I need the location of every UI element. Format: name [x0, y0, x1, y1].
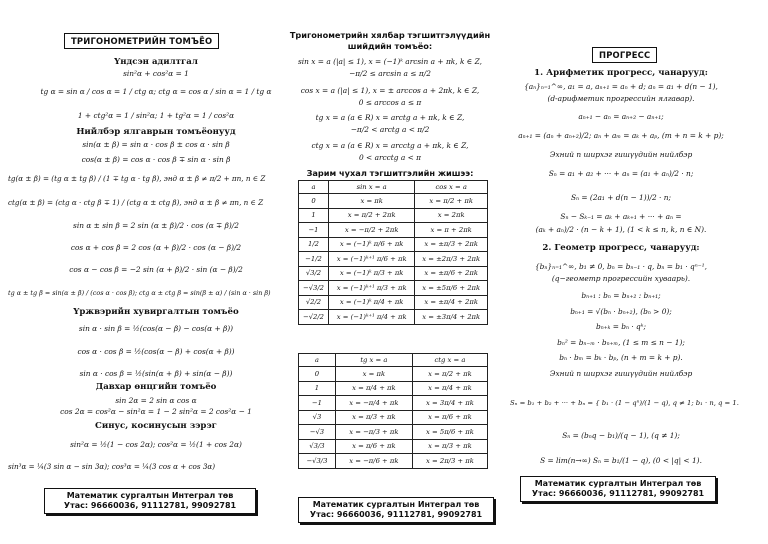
formula-line: (d-арифметик прогрессийн ялгавар).	[547, 94, 695, 103]
table-cell: x = πk	[328, 194, 414, 209]
table-row	[299, 396, 488, 411]
table-header: sin x = a	[328, 181, 414, 194]
table-header: a	[299, 354, 336, 367]
section-heading-product: Үржвэрийн хувиргалтын томъёо	[73, 307, 239, 317]
table-cell: √3	[299, 410, 336, 425]
formula-line: sin α · cos β = ½(sin(α + β) + sin(α − β))	[79, 369, 233, 378]
examples-title: Зарим чухал тэгшитгэлийн жишээ:	[306, 168, 474, 178]
formula-line: cos α · cos β = ½(cos(α − β) + cos(α + β))	[77, 347, 235, 356]
formula-line: tg(α ± β) = (tg α ± tg β) / (1 ∓ tg α · tg β), энд α ± β ≠ π/2 + πn, n ∈ Z	[8, 174, 266, 183]
column-progressions	[510, 0, 739, 544]
formula-line: bₙ₊ₖ = bₙ · qᵏ;	[596, 322, 646, 331]
column-trig-equations	[284, 0, 496, 544]
table-cell: x = (−1)ᵏ π/4 + πk	[328, 295, 414, 310]
table-row	[299, 237, 488, 252]
sin-cos-table	[298, 180, 488, 325]
footer-org: Математик сургалтын Интеграл төв	[66, 491, 234, 500]
footer-contact-box	[44, 488, 256, 514]
formula-line: cos x = a (|a| ≤ 1), x = ± arccos a + 2πk, k ∈ Z,	[300, 86, 480, 95]
table-cell: x = π/2 + 2πk	[328, 208, 414, 223]
formula-line: ctg x = a (a ∈ R) x = arcctg a + πk, k ∈ Z,	[311, 141, 469, 150]
table-cell: x = π/4 + πk	[412, 381, 487, 396]
table-cell: x = ±2π/3 + 2πk	[415, 252, 488, 267]
formula-line: S = lim(n→∞) Sₙ = b₁/(1 − q), (0 < |q| < 1).	[540, 456, 702, 465]
table-cell: −√3/3	[299, 454, 336, 469]
table-row	[299, 295, 488, 310]
table-cell: −√3/2	[299, 281, 329, 296]
table-cell: x = ±π/4 + 2πk	[415, 295, 488, 310]
footer-org: Математик сургалтын Интеграл төв	[534, 479, 702, 488]
formula-line: 1 + ctg²α = 1 / sin²α; 1 + tg²α = 1 / cos²α	[77, 111, 235, 120]
table-cell: x = 2πk	[415, 208, 488, 223]
formula-line: bₙ₊₁ = √(bₙ · bₙ₊₂), (bₙ > 0);	[570, 307, 672, 316]
table-header: a	[299, 181, 329, 194]
table-cell: x = π + 2πk	[415, 223, 488, 238]
formula-line: bₙ₊₁ : bₙ = bₙ₊₂ : bₙ₊₁;	[581, 291, 661, 300]
table-cell: 1	[299, 381, 336, 396]
formula-line: 0 ≤ arccos a ≤ π	[358, 98, 422, 107]
formula-line: sin α ± sin β = 2 sin (α ± β)/2 · cos (α ∓ β)/2	[73, 221, 239, 230]
formula-line: (q−геометр прогрессийн хуваарь).	[551, 274, 691, 283]
equations-title-line2: шийдийн томъёо:	[347, 41, 433, 51]
table-cell: x = ±5π/6 + 2πk	[415, 281, 488, 296]
formula-line: bₙ² = bₙ₋ₘ · bₙ₊ₘ, (1 ≤ m ≤ n − 1);	[557, 338, 685, 347]
formula-line: tg α = sin α / cos α = 1 / ctg α; ctg α = cos α / sin α = 1 / tg α	[40, 87, 272, 96]
table-cell: x = 5π/6 + πk	[412, 425, 487, 440]
table-row	[299, 310, 488, 325]
footer-org: Математик сургалтын Интеграл төв	[312, 500, 480, 509]
formula-line: ctg(α ± β) = (ctg α · ctg β ∓ 1) / (ctg α ± ctg β), энд α ± β ≠ πn, n ∈ Z	[8, 198, 264, 207]
table-cell: x = (−1)ᵏ π/6 + πk	[328, 237, 414, 252]
formula-line: (aₖ + aₙ)/2 · (n − k + 1), (1 < k ≤ n, k, n ∈ N).	[535, 225, 707, 234]
table-row	[299, 223, 488, 238]
section-heading-geometric: 2. Геометр прогресс, чанарууд:	[542, 243, 700, 253]
formula-line: −π/2 ≤ arcsin a ≤ π/2	[349, 69, 431, 78]
table-cell: x = ±π/6 + 2πk	[415, 266, 488, 281]
table-row	[299, 410, 488, 425]
formula-line: sin³α = ¼(3 sin α − sin 3α); cos³α = ¼(3 cos α + cos 3α)	[8, 462, 216, 471]
table-cell: x = π/6 + πk	[335, 439, 412, 454]
section-heading-double-angle: Давхар өнцгийн томъёо	[95, 382, 217, 392]
table-cell: x = −π/2 + 2πk	[328, 223, 414, 238]
table-cell: −1	[299, 223, 329, 238]
formula-line: Эхний n ширхэг гишүүдийн нийлбэр	[549, 150, 693, 159]
table-cell: −√3	[299, 425, 336, 440]
table-row	[299, 425, 488, 440]
progress-title: ПРОГРЕСС	[592, 47, 657, 63]
table-cell: x = 2π/3 + πk	[412, 454, 487, 469]
table-cell: x = π/2 + πk	[412, 367, 487, 382]
formula-line: cos α − cos β = −2 sin (α + β)/2 · sin (α − β)/2	[69, 265, 243, 274]
equations-title-line1: Тригонометрийн хялбар тэгшитгэлүүдийн	[289, 30, 491, 40]
footer-contact-box	[298, 497, 494, 523]
table-row	[299, 266, 488, 281]
section-heading-sum-diff: Нийлбэр ялгаврын томъёонууд	[76, 127, 236, 137]
table-cell: 0	[299, 194, 329, 209]
tg-ctg-table	[298, 353, 488, 469]
formula-line: cos α + cos β = 2 cos (α + β)/2 · cos (α − β)/2	[70, 243, 242, 252]
trig-title: ТРИГОНОМЕТРИЙН ТОМЪЁО	[64, 33, 219, 49]
table-cell: −1/2	[299, 252, 329, 267]
table-row	[299, 208, 488, 223]
formula-line: cos 2α = cos²α − sin²α = 1 − 2 sin²α = 2 cos²α − 1	[60, 407, 252, 416]
table-row	[299, 281, 488, 296]
table-cell: x = π/4 + πk	[335, 381, 412, 396]
table-cell: x = (−1)ᵏ⁺¹ π/4 + πk	[328, 310, 414, 325]
table-cell: x = 3π/4 + πk	[412, 396, 487, 411]
formula-line: aₙ₊₁ = (aₙ + aₙ₊₂)/2; aₙ + aₘ = aₖ + aₚ, (m + n = k + p);	[518, 131, 724, 140]
formula-line: −π/2 < arctg a < π/2	[350, 125, 430, 134]
formula-line: bₙ · bₘ = bₖ · bₚ, (n + m = k + p).	[559, 353, 683, 362]
table-cell: 1/2	[299, 237, 329, 252]
table-row	[299, 454, 488, 469]
table-cell: −√2/2	[299, 310, 329, 325]
table-cell: x = π/2 + πk	[415, 194, 488, 209]
formula-line: Sₙ = (2a₁ + d(n − 1))/2 · n;	[570, 193, 672, 202]
table-cell: x = πk	[335, 367, 412, 382]
section-heading-powers: Синус, косинусын зэрэг	[95, 421, 217, 431]
formula-line: Sₙ − Sₖ₋₁ = aₖ + aₖ₊₁ + ··· + aₙ =	[560, 212, 682, 221]
formula-line: sin(α ± β) = sin α · cos β ± cos α · sin β	[82, 140, 230, 149]
formula-line: sin α · sin β = ½(cos(α − β) − cos(α + β))	[78, 324, 234, 333]
section-heading-identities: Үндсэн адилтгал	[114, 57, 198, 67]
table-cell: x = π/3 + πk	[412, 439, 487, 454]
table-cell: 0	[299, 367, 336, 382]
table-cell: x = π/6 + πk	[412, 410, 487, 425]
table-header: ctg x = a	[412, 354, 487, 367]
table-row	[299, 439, 488, 454]
table-row	[299, 194, 488, 209]
table-cell: x = ±π/3 + 2πk	[415, 237, 488, 252]
formula-line: {bₙ}ₙ₌₁^∞, b₁ ≠ 0, bₙ = bₙ₋₁ · q, bₙ = b₁ · qⁿ⁻¹,	[534, 262, 707, 271]
table-row	[299, 381, 488, 396]
formula-line: tg x = a (a ∈ R) x = arctg a + πk, k ∈ Z,	[315, 113, 465, 122]
column-trigonometry-formulas	[8, 0, 272, 544]
table-row	[299, 367, 488, 382]
formula-line: sin²α + cos²α = 1	[123, 69, 189, 78]
table-header: tg x = a	[335, 354, 412, 367]
formula-line: {aₙ}ₙ₌₁^∞, a₁ = a, aₙ₊₁ = aₙ + d; aₙ = a₁ + d(n − 1),	[524, 82, 718, 91]
section-heading-arithmetic: 1. Арифметик прогресс, чанарууд:	[534, 68, 708, 78]
footer-contact-box	[520, 476, 716, 502]
formula-line: aₙ₊₁ − aₙ = aₙ₊₂ − aₙ₊₁;	[578, 112, 664, 121]
table-cell: √2/2	[299, 295, 329, 310]
formula-line: Sₙ = a₁ + a₂ + ··· + aₙ = (a₁ + aₙ)/2 · n;	[548, 169, 694, 178]
table-cell: x = −π/3 + πk	[335, 425, 412, 440]
table-cell: 1	[299, 208, 329, 223]
table-cell: √3/2	[299, 266, 329, 281]
formula-line: Sₙ = b₁ + b₂ + ··· + bₙ = { b₁ · (1 − qⁿ)/(1 − q), q ≠ 1; b₁ · n, q = 1.	[510, 399, 739, 407]
table-cell: √3/3	[299, 439, 336, 454]
formula-line: sin x = a (|a| ≤ 1), x = (−1)ᵏ arcsin a + πk, k ∈ Z,	[298, 57, 482, 66]
formula-line: sin 2α = 2 sin α cos α	[115, 396, 197, 405]
table-cell: x = −π/4 + πk	[335, 396, 412, 411]
table-cell: x = π/3 + πk	[335, 410, 412, 425]
table-cell: x = ±3π/4 + 2πk	[415, 310, 488, 325]
formula-line: 0 < arcctg a < π	[358, 153, 422, 162]
formula-line: Эхний n ширхэг гишүүдийн нийлбэр	[549, 369, 693, 378]
footer-phone: Утас: 96660036, 91112781, 99092781	[309, 510, 483, 519]
table-row	[299, 252, 488, 267]
table-cell: x = (−1)ᵏ⁺¹ π/3 + πk	[328, 281, 414, 296]
formula-line: sin²α = ½(1 − cos 2α); cos²α = ½(1 + cos 2α)	[70, 440, 242, 449]
table-cell: x = (−1)ᵏ π/3 + πk	[328, 266, 414, 281]
formula-line: cos(α ± β) = cos α · cos β ∓ sin α · sin β	[81, 155, 231, 164]
table-cell: x = (−1)ᵏ⁺¹ π/6 + πk	[328, 252, 414, 267]
formula-line: Sₙ = (bₙq − b₁)/(q − 1), (q ≠ 1);	[562, 431, 680, 440]
formula-line: tg α ± tg β = sin(α ± β) / (cos α · cos β); ctg α ± ctg β = sin(β ± α) / (sin α · sin β)	[8, 289, 271, 297]
table-cell: x = −π/6 + πk	[335, 454, 412, 469]
footer-phone: Утас: 96660036, 91112781, 99092781	[63, 501, 237, 510]
table-cell: −1	[299, 396, 336, 411]
footer-phone: Утас: 96660036, 91112781, 99092781	[531, 489, 705, 498]
table-header: cos x = a	[415, 181, 488, 194]
